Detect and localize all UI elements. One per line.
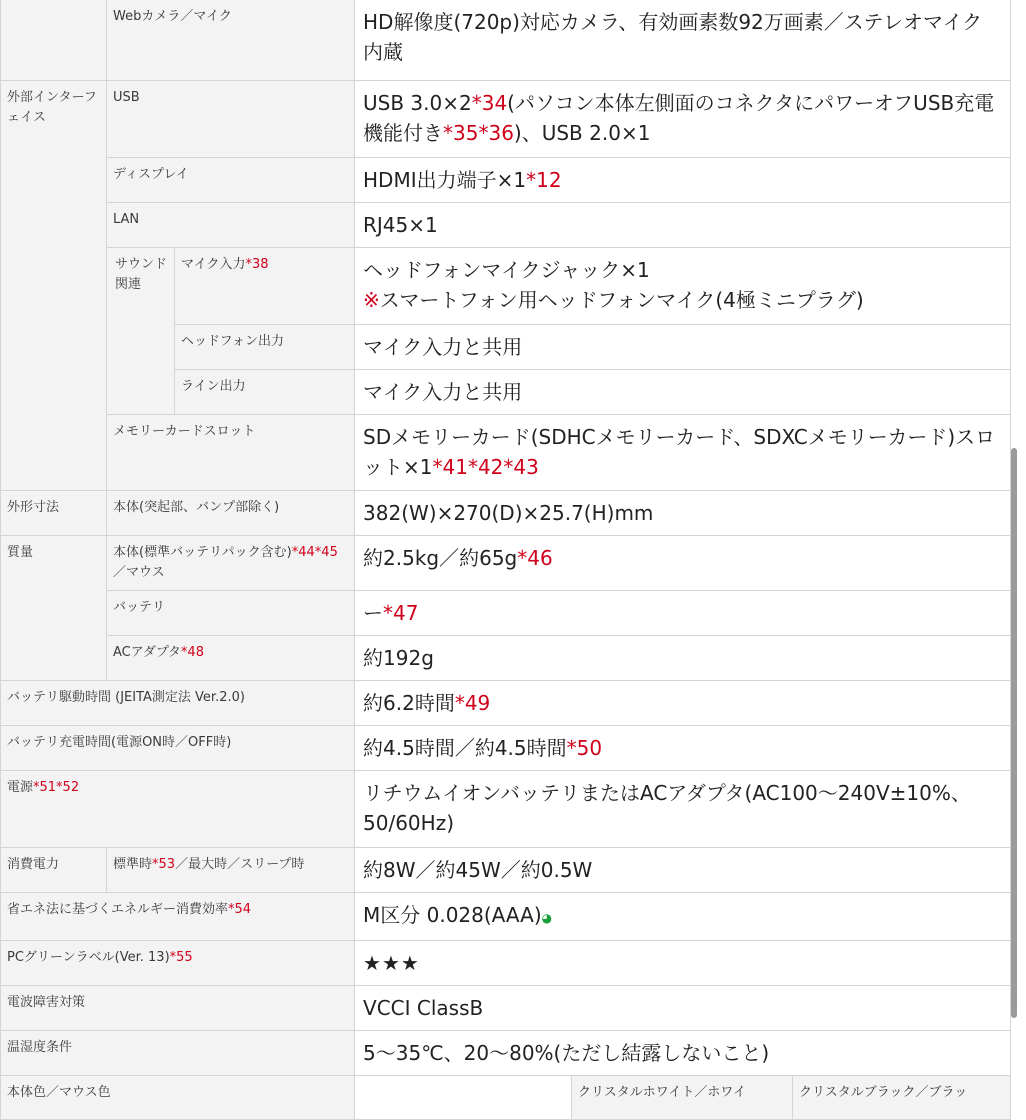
- consumption-value: 約8W／約45W／約0.5W: [355, 848, 1011, 893]
- ac-adapter-label: [107, 636, 355, 681]
- row-temp: [1, 1031, 1011, 1076]
- charge-time-value: [355, 726, 1011, 771]
- row-mic-in: [1, 248, 1011, 325]
- display-value: [355, 158, 1011, 203]
- usb-value-c: )、USB 2.0×1: [513, 121, 651, 145]
- battery-time-label: バッテリ駆動時間 (JEITA測定法 Ver.2.0): [1, 681, 355, 726]
- mic-in-value-line1: ヘッドフォンマイクジャック×1: [363, 258, 650, 282]
- headphone-out-value: マイク入力と共用: [355, 325, 1011, 370]
- usb-label: USB: [107, 81, 355, 158]
- dimensions-label: 本体(突起部、バンプ部除く): [107, 491, 355, 536]
- mic-in-value-line2-text: スマートフォン用ヘッドフォンマイク(4極ミニプラグ): [379, 288, 864, 312]
- ext-interface-label: 外部インターフェイス: [1, 81, 107, 491]
- power-value: リチウムイオンバッテリまたはACアダプタ(AC100〜240V±10%、50/60Hz): [355, 771, 1011, 848]
- row-energy: [1, 893, 1011, 941]
- color-col-b: クリスタルブラック／ブラッ: [793, 1076, 1011, 1120]
- mass-note[interactable]: *46: [517, 546, 553, 570]
- webcam-label: Webカメラ／マイク: [107, 0, 355, 81]
- webcam-value: HD解像度(720p)対応カメラ、有効画素数92万画素／ステレオマイク内蔵: [355, 0, 1011, 81]
- row-battery: [1, 591, 1011, 636]
- green-leaf-icon: ◕: [541, 911, 553, 925]
- row-color: [1, 1076, 1011, 1120]
- row-emi: [1, 986, 1011, 1031]
- battery-label: バッテリ: [107, 591, 355, 636]
- charge-time-note[interactable]: *50: [566, 736, 603, 760]
- mic-in-label: [175, 248, 355, 325]
- consumption-note[interactable]: *53: [152, 857, 176, 872]
- row-green-label: [1, 941, 1011, 986]
- green-label-note[interactable]: *55: [169, 950, 193, 965]
- temp-label: 温湿度条件: [1, 1031, 355, 1076]
- mic-in-label-text: マイク入力: [181, 257, 246, 272]
- battery-time-value-text: 約6.2時間: [363, 691, 455, 715]
- green-label-label-text: PCグリーンラベル(Ver. 13): [7, 950, 170, 965]
- row-memory-card: [1, 415, 1011, 491]
- color-label: 本体色／マウス色: [1, 1076, 355, 1120]
- charge-time-label: バッテリ充電時間(電源ON時／OFF時): [1, 726, 355, 771]
- row-battery-time: [1, 681, 1011, 726]
- line-out-label: ライン出力: [175, 370, 355, 415]
- battery-value: [355, 591, 1011, 636]
- battery-time-note[interactable]: *49: [454, 691, 491, 715]
- row-webcam: [1, 0, 1011, 81]
- usb-value-b: (パソコン本体左側面のコネクタにパワーオフUSB充電機能付き: [363, 91, 995, 145]
- energy-label: [1, 893, 355, 941]
- sound-label: サウンド関連: [107, 248, 175, 415]
- line-out-value: マイク入力と共用: [355, 370, 1011, 415]
- usb-note-a[interactable]: *34: [471, 91, 508, 115]
- row-consumption: [1, 848, 1011, 893]
- mic-in-value: [355, 248, 1011, 325]
- battery-note[interactable]: *47: [383, 601, 419, 625]
- ac-adapter-note[interactable]: *48: [180, 645, 204, 660]
- mic-in-note[interactable]: *38: [245, 257, 269, 272]
- green-label-stars: ★★★: [355, 941, 1011, 986]
- group-cell-top: [1, 0, 107, 81]
- memory-card-label: メモリーカードスロット: [107, 415, 355, 491]
- energy-value-text: M区分 0.028(AAA): [363, 903, 542, 927]
- mic-in-value-line2: [363, 285, 1002, 315]
- consumption-group-label: 消費電力: [1, 848, 107, 893]
- usb-value: [355, 81, 1011, 158]
- row-mass: [1, 536, 1011, 591]
- power-label: [1, 771, 355, 848]
- memory-card-note[interactable]: *41*42*43: [432, 455, 539, 479]
- consumption-label-a: 標準時: [113, 857, 153, 872]
- display-value-text: HDMI出力端子×1: [363, 168, 527, 192]
- temp-value: 5〜35℃、20〜80%(ただし結露しないこと): [355, 1031, 1011, 1076]
- mass-label: [107, 536, 355, 591]
- mass-label-note[interactable]: *44*45: [291, 545, 338, 560]
- mass-label-text: 本体(標準バッテリパック含む): [113, 545, 292, 560]
- row-display: [1, 158, 1011, 203]
- emi-label: 電波障害対策: [1, 986, 355, 1031]
- headphone-out-label: ヘッドフォン出力: [175, 325, 355, 370]
- color-col-a: クリスタルホワイト／ホワイ: [572, 1076, 793, 1120]
- lan-label: LAN: [107, 203, 355, 248]
- emi-value: VCCI ClassB: [355, 986, 1011, 1031]
- dimensions-value: 382(W)×270(D)×25.7(H)mm: [355, 491, 1011, 536]
- consumption-label-b: ／最大時／スリープ時: [175, 857, 305, 872]
- mass-value: [355, 536, 1011, 591]
- battery-time-value: [355, 681, 1011, 726]
- dimensions-group-label: 外形寸法: [1, 491, 107, 536]
- consumption-label: [107, 848, 355, 893]
- lan-value: RJ45×1: [355, 203, 1011, 248]
- charge-time-value-text: 約4.5時間／約4.5時間: [363, 736, 567, 760]
- energy-label-text: 省エネ法に基づくエネルギー消費効率: [7, 902, 229, 917]
- reference-mark: ※: [363, 288, 380, 312]
- row-charge-time: [1, 726, 1011, 771]
- energy-value: [355, 893, 1011, 941]
- color-value-empty: [355, 1076, 572, 1120]
- ac-adapter-value: 約192g: [355, 636, 1011, 681]
- usb-value-a: USB 3.0×2: [363, 91, 472, 115]
- power-label-text: 電源: [7, 780, 34, 795]
- row-lan: [1, 203, 1011, 248]
- mass-label-suffix: ／マウス: [113, 565, 165, 580]
- energy-note[interactable]: *54: [228, 902, 252, 917]
- mass-value-text: 約2.5kg／約65g: [363, 546, 518, 570]
- memory-card-value: [355, 415, 1011, 491]
- row-usb: [1, 81, 1011, 158]
- display-label: ディスプレイ: [107, 158, 355, 203]
- power-note[interactable]: *51*52: [33, 780, 80, 795]
- row-dimensions: [1, 491, 1011, 536]
- battery-value-text: ー: [363, 601, 384, 625]
- display-note[interactable]: *12: [526, 168, 562, 192]
- row-ac-adapter: [1, 636, 1011, 681]
- scrollbar-thumb[interactable]: [1011, 448, 1017, 1018]
- ac-adapter-label-text: ACアダプタ: [113, 645, 181, 660]
- memory-card-value-text: SDメモリーカード(SDHCメモリーカード、SDXCメモリーカード)スロット×1: [363, 425, 996, 479]
- green-label-label: [1, 941, 355, 986]
- row-power: [1, 771, 1011, 848]
- mass-group-label: 質量: [1, 536, 107, 681]
- usb-note-b[interactable]: *35*36: [443, 121, 514, 145]
